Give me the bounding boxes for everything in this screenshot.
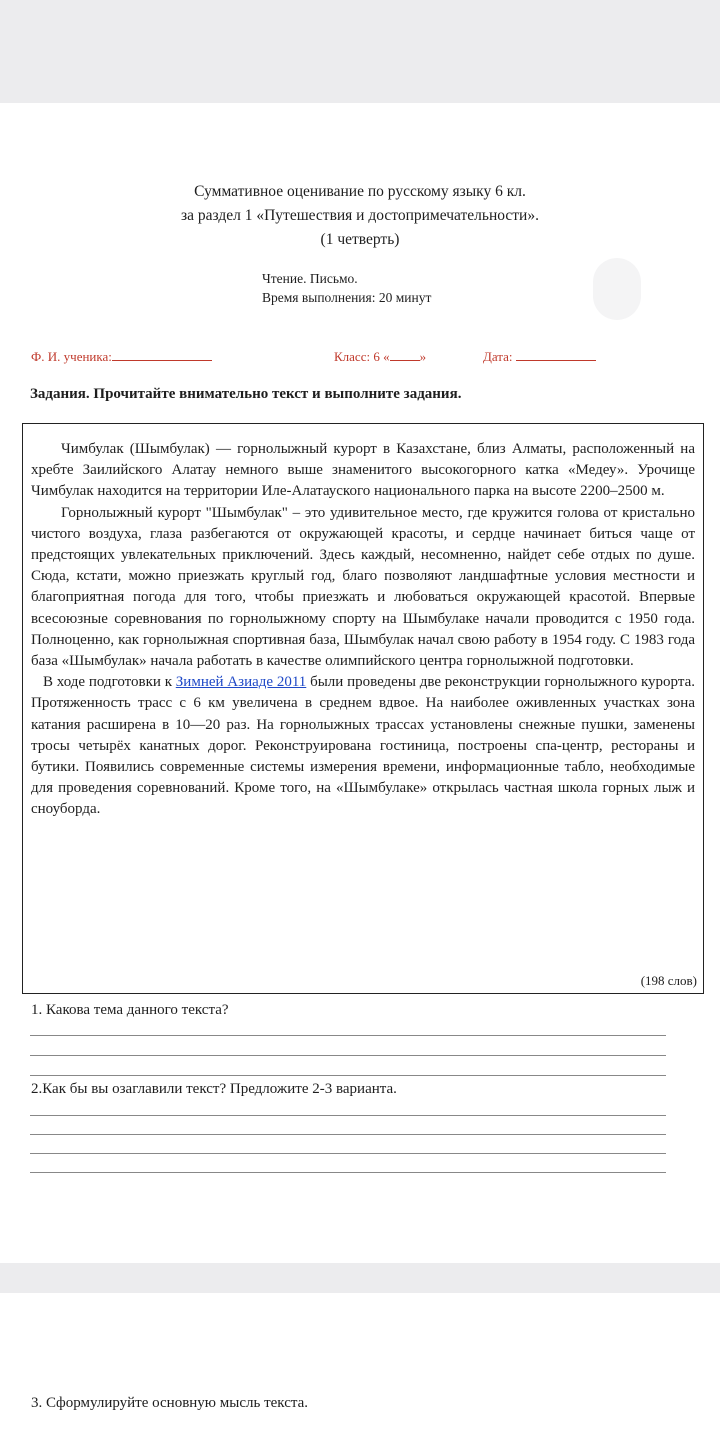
student-name-blank[interactable] bbox=[112, 348, 212, 361]
paragraph-3-start: В ходе подготовки к bbox=[43, 674, 176, 691]
header-title-line-2: за раздел 1 «Путешествия и достопримечательности». bbox=[181, 207, 539, 224]
header-title-line-3: (1 четверть) bbox=[320, 231, 400, 248]
exam-type: Чтение. Письмо. bbox=[262, 271, 358, 286]
date-field[interactable] bbox=[483, 348, 596, 365]
document-page-2 bbox=[0, 1293, 720, 1440]
reading-text-box bbox=[22, 423, 704, 994]
paragraph-3-rest: были проведены две реконструкции горнолыжного курорта. Протяженность трасс с 6 км увеличена в среднем вдвое. На наиболее оживленных участках зона катания расширена в 10—20 раз. На горнолыжных трассах установлены снежные пушки, заменены тросы четырёх канатных дорог. Реконструирована гостиница, построены спа-центр, рестораны и бутики. Появились современные системы измерения времени, информационные табло, необходимые для проведения соревнований. Кроме того, на «Шымбулаке» открылась частная школа горных лыж и сноуборда. bbox=[31, 674, 695, 818]
question-2: 2.Как бы вы озаглавили текст? Предложите 2-3 варианта. bbox=[31, 1081, 397, 1097]
paragraph-1: Чимбулак (Шымбулак) — горнолыжный курорт в Казахстане, близ Алматы, расположенный на хребте Заилийского Алатау немного выше знаменитого высокогорного катка «Медеу». Урочище Чимбулак находится на территории Иле-Алатауского национального парка на высоте 2200–2500 м. bbox=[31, 441, 695, 500]
header-title-line-1: Суммативное оценивание по русскому языку 6 кл. bbox=[194, 183, 526, 200]
class-blank[interactable] bbox=[390, 348, 420, 361]
answer-line[interactable] bbox=[30, 1172, 666, 1173]
class-label: Класс: 6 « bbox=[334, 349, 390, 364]
student-name-label: Ф. И. ученика: bbox=[31, 349, 112, 364]
answer-line[interactable] bbox=[30, 1075, 666, 1076]
word-count: (198 слов) bbox=[640, 972, 697, 988]
answer-line[interactable] bbox=[30, 1035, 666, 1036]
asiad-2011-link[interactable]: Зимней Азиаде 2011 bbox=[175, 674, 307, 691]
date-label: Дата: bbox=[483, 349, 513, 364]
answer-line[interactable] bbox=[30, 1115, 666, 1116]
class-field[interactable] bbox=[334, 348, 426, 365]
question-3: 3. Сформулируйте основную мысль текста. bbox=[31, 1395, 308, 1411]
answer-line[interactable] bbox=[30, 1153, 666, 1154]
paragraph-3 bbox=[31, 672, 695, 820]
paragraph-2: Горнолыжный курорт "Шымбулак" – это удивительное место, где кружится голова от кристально чистого воздуха, глаза разбегаются от окружающей красоты, и сердце начинает биться чаще от предстоящих увлекательных приключений. Здесь каждый, несомненно, найдет себе отдых по душе. Сюда, кстати, можно приезжать круглый год, благо позволяют ландшафтные условия местности и благоприятная погода для того, чтобы приезжать и любоваться окружающей красотой. Впервые всесоюзные соревнования по горнолыжному спорту на Шымбулаке начали проводится с 1950 года. Полноценно, как горнолыжная спортивная база, Шымбулак начал свою работу в 1954 году. С 1983 года база «Шымбулак» начала работать в качестве олимпийского центра горнолыжной подготовки. bbox=[31, 504, 695, 670]
exam-duration: Время выполнения: 20 минут bbox=[262, 290, 432, 305]
answer-line[interactable] bbox=[30, 1134, 666, 1135]
date-blank[interactable] bbox=[516, 348, 596, 361]
page-artifact bbox=[593, 258, 641, 320]
task-heading: Задания. Прочитайте внимательно текст и выполните задания. bbox=[30, 386, 462, 402]
student-name-field[interactable] bbox=[31, 348, 212, 365]
question-1: 1. Какова тема данного текста? bbox=[31, 1002, 229, 1018]
answer-line[interactable] bbox=[30, 1055, 666, 1056]
class-label-close: » bbox=[419, 349, 427, 364]
